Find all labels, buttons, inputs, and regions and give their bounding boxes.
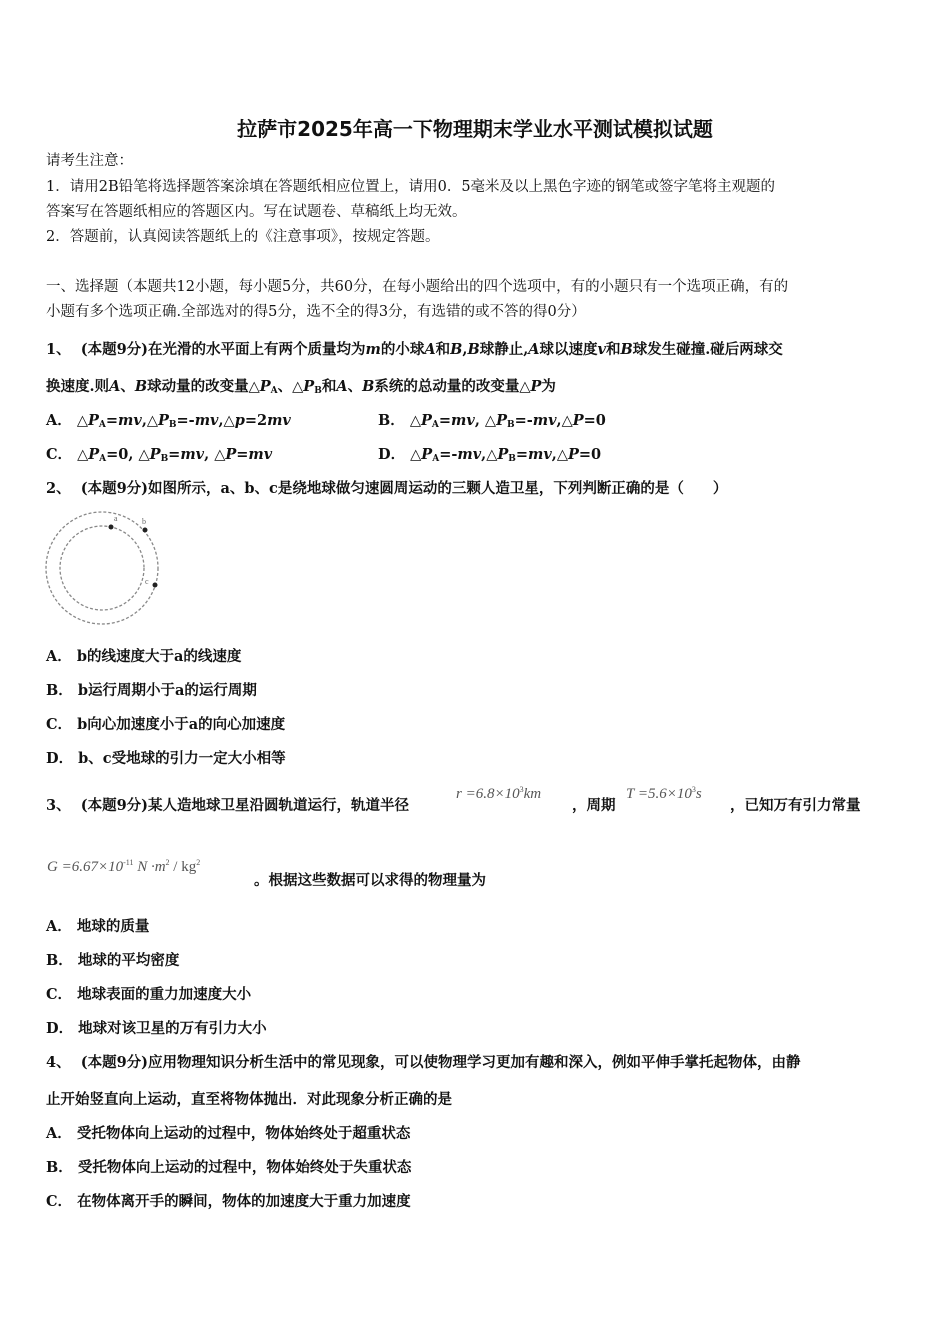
label-a: a (114, 514, 118, 523)
q1-option-c[interactable]: C． $\triangle P_A=0$, $\triangle P_B=mv$, △P=mv (46, 446, 273, 464)
q1-option-d[interactable]: D． $\triangle P_A=-mv,\triangle P_B=mv,\triangle P=0$ (378, 446, 602, 464)
question-4-stem-line-2: 止开始竖直向上运动，直至将物体抛出．对此现象分析正确的是 (46, 1091, 452, 1108)
question-1-stem-line-2: 换速度.则A、B球动量的改变量$\triangle P_A$、$\triangle P_B$和A、B系统的总动量的改变量△P为 (46, 378, 556, 396)
notice-line-1b: 答案写在答题纸相应的答题区内。写在试题卷、草稿纸上均无效。 (46, 204, 467, 220)
notice-line-2: 2．答题前，认真阅读答题纸上的《注意事项》，按规定答题。 (46, 229, 440, 245)
radius-formula: $r =6.8\times 10^3km$ (456, 785, 542, 802)
q3-option-b[interactable]: B． 地球的平均密度 (46, 952, 180, 969)
question-2-stem: 2、 (本题9分)如图所示，a、b、c是绕地球做匀速圆周运动的三颗人造卫星，下列判断正确的是（ ） (46, 480, 728, 497)
section-heading-line-1: 一、选择题（本题共12小题，每小题5分，共60分，在每小题给出的四个选项中，有的小题只有一个选项正确，有的 (46, 279, 789, 295)
q2-option-b[interactable]: B． b运行周期小于a的运行周期 (46, 682, 257, 699)
period-formula: $T =5.6\times 10^3s$ (626, 785, 702, 802)
q4-option-a[interactable]: A． 受托物体向上运动的过程中，物体始终处于超重状态 (46, 1125, 411, 1142)
question-3-stem-part-4: 。根据这些数据可以求得的物理量为 (254, 872, 486, 889)
q3-option-c[interactable]: C． 地球表面的重力加速度大小 (46, 986, 252, 1003)
notice-heading: 请考生注意： (46, 153, 133, 169)
question-3-stem-part-3: ，已知万有引力常量 (730, 797, 861, 814)
page-title: 拉萨市2025年高一下物理期末学业水平测试模拟试题 (237, 117, 713, 141)
satellite-a (109, 525, 114, 530)
satellite-orbit-figure (44, 505, 164, 627)
label-c: c (145, 577, 149, 586)
question-3-stem-part-1: 3、 (本题9分)某人造地球卫星沿圆轨道运行，轨道半径 (46, 797, 410, 814)
q4-option-c[interactable]: C． 在物体离开手的瞬间，物体的加速度大于重力加速度 (46, 1193, 411, 1210)
label-b: b (142, 517, 146, 526)
outer-orbit (46, 512, 158, 624)
q2-option-d[interactable]: D． b、c受地球的引力一定大小相等 (46, 750, 286, 767)
notice-line-1a: 1．请用2B铅笔将选择题答案涂填在答题纸相应位置上，请用0．5毫米及以上黑色字迹的钢笔或签字笔将主观题的 (46, 179, 776, 195)
q3-option-d[interactable]: D． 地球对该卫星的万有引力大小 (46, 1020, 267, 1037)
q4-option-b[interactable]: B． 受托物体向上运动的过程中，物体始终处于失重状态 (46, 1159, 412, 1176)
q2-option-a[interactable]: A． b的线速度大于a的线速度 (46, 648, 242, 665)
q1-option-a[interactable]: A． $\triangle P_A=mv,\triangle P_B=-mv,\triangle p=2mv$ (46, 412, 291, 430)
gravitational-constant-formula: $G =6.67\times 10^{-11}$ $N \cdot m^2 / kg^2$ (47, 858, 201, 875)
inner-orbit (60, 526, 144, 610)
q2-option-c[interactable]: C． b向心加速度小于a的向心加速度 (46, 716, 286, 733)
satellite-b (143, 528, 148, 533)
q3-option-a[interactable]: A． 地球的质量 (46, 918, 150, 935)
q1-option-b[interactable]: B． $\triangle P_A=mv$, $\triangle P_B=-mv,\triangle P=0$ (378, 412, 606, 430)
satellite-c (153, 583, 158, 588)
question-4-stem-line-1: 4、 (本题9分)应用物理知识分析生活中的常见现象，可以使物理学习更加有趣和深入，例如平伸手掌托起物体，由静 (46, 1054, 801, 1071)
question-3-stem-part-2: ，周期 (572, 797, 616, 814)
question-1-stem-line-1: 1、 (本题9分)在光滑的水平面上有两个质量均为m的小球A和B,B球静止,A球以速度v和B球发生碰撞.碰后两球交 (46, 341, 783, 358)
section-heading-line-2: 小题有多个选项正确.全部选对的得5分，选不全的得3分，有选错的或不答的得0分） (46, 304, 586, 320)
